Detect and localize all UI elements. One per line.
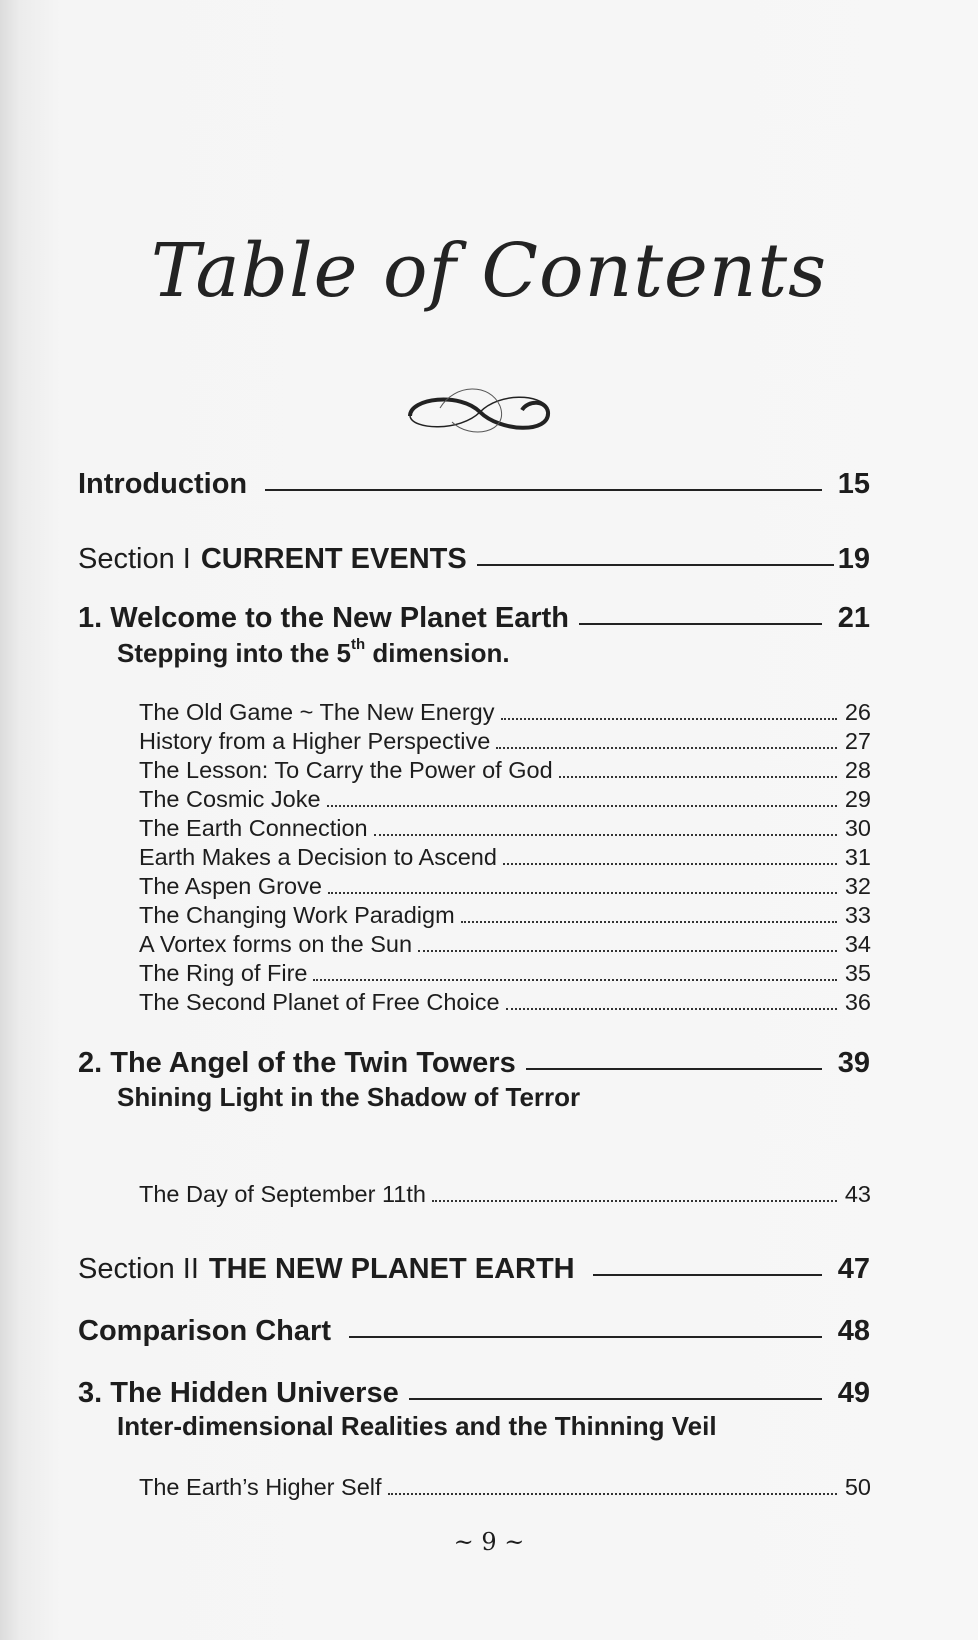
toc-item[interactable] xyxy=(139,814,871,843)
item-label: The Earth Connection xyxy=(139,815,368,841)
dot-leader xyxy=(432,1200,837,1202)
dot-leader xyxy=(461,921,837,923)
entry-label: Introduction xyxy=(78,468,248,500)
dot-leader xyxy=(496,747,837,749)
page-number: 19 xyxy=(837,543,870,575)
dot-leader xyxy=(503,863,837,865)
leader-rule xyxy=(526,1068,822,1070)
toc-item[interactable] xyxy=(139,1180,871,1209)
toc-entry-chapter-3[interactable] xyxy=(78,1377,870,1410)
page-number: 26 xyxy=(844,699,871,725)
toc-item[interactable] xyxy=(139,756,871,785)
toc-item[interactable] xyxy=(139,843,871,872)
superscript: th xyxy=(351,636,366,653)
item-label: The Day of September 11th xyxy=(139,1181,426,1207)
toc-entry-comparison-chart[interactable] xyxy=(78,1315,870,1348)
page-number: 49 xyxy=(837,1377,870,1409)
subtitle-text: Stepping into the 5 xyxy=(117,638,351,668)
toc-item[interactable] xyxy=(139,988,871,1017)
page-number: 32 xyxy=(844,873,871,899)
page-number: 21 xyxy=(837,602,870,634)
dot-leader xyxy=(328,892,837,894)
page-number: 36 xyxy=(844,989,871,1015)
page-number: 39 xyxy=(837,1047,870,1079)
page-number: 47 xyxy=(837,1253,870,1285)
page-number: 28 xyxy=(844,757,871,783)
item-label: The Second Planet of Free Choice xyxy=(139,989,500,1015)
item-label: The Old Game ~ The New Energy xyxy=(139,699,495,725)
chapter-2-items xyxy=(139,1180,871,1209)
page-number: 48 xyxy=(837,1315,870,1347)
item-label: The Earth’s Higher Self xyxy=(139,1474,382,1500)
toc-item[interactable] xyxy=(139,901,871,930)
chapter-2-subtitle: Shining Light in the Shadow of Terror xyxy=(117,1082,581,1112)
page-number: 43 xyxy=(844,1181,871,1207)
toc-item[interactable] xyxy=(139,785,871,814)
page-number: 50 xyxy=(844,1474,871,1500)
dot-leader xyxy=(313,979,837,981)
entry-label: Comparison Chart xyxy=(78,1315,331,1347)
toc-entry-chapter-1[interactable] xyxy=(78,602,870,635)
page-number: 31 xyxy=(844,844,871,870)
toc-entry-introduction[interactable] xyxy=(78,468,870,501)
chapter-3-subtitle: Inter-dimensional Realities and the Thinning Veil xyxy=(117,1411,717,1441)
page-title: Table of Contents xyxy=(150,228,828,314)
section-label: CURRENT EVENTS xyxy=(200,543,467,575)
toc-entry-section-1[interactable] xyxy=(78,543,870,576)
chapter-3-items xyxy=(139,1473,871,1502)
toc-entry-chapter-2[interactable] xyxy=(78,1047,870,1080)
item-label: The Aspen Grove xyxy=(139,873,322,899)
toc-item[interactable] xyxy=(139,872,871,901)
section-prefix: Section II xyxy=(78,1253,199,1285)
dot-leader xyxy=(559,776,837,778)
toc-entry-section-2[interactable] xyxy=(78,1253,870,1286)
item-label: The Cosmic Joke xyxy=(139,786,321,812)
toc-item[interactable] xyxy=(139,930,871,959)
section-label: THE NEW PLANET EARTH xyxy=(208,1253,575,1285)
entry-label: 1. Welcome to the New Planet Earth xyxy=(78,602,569,634)
item-label: The Changing Work Paradigm xyxy=(139,902,455,928)
dot-leader xyxy=(501,718,838,720)
page-number: 35 xyxy=(844,960,871,986)
chapter-1-items xyxy=(139,698,871,1017)
entry-label: 2. The Angel of the Twin Towers xyxy=(78,1047,516,1079)
item-label: The Ring of Fire xyxy=(139,960,308,986)
page-number: 34 xyxy=(844,931,871,957)
item-label: A Vortex forms on the Sun xyxy=(139,931,413,957)
toc-item[interactable] xyxy=(139,698,871,727)
subtitle-text: dimension. xyxy=(365,638,510,668)
chapter-1-subtitle xyxy=(117,638,510,669)
section-prefix: Section I xyxy=(78,543,191,575)
page-number: 33 xyxy=(844,902,871,928)
leader-rule xyxy=(265,489,822,491)
entry-label: 3. The Hidden Universe xyxy=(78,1377,399,1409)
flourish-ornament-icon xyxy=(400,378,560,448)
toc-item[interactable] xyxy=(139,727,871,756)
page-number: 29 xyxy=(844,786,871,812)
item-label: History from a Higher Perspective xyxy=(139,728,491,754)
leader-rule xyxy=(579,623,822,625)
dot-leader xyxy=(388,1493,837,1495)
item-label: Earth Makes a Decision to Ascend xyxy=(139,844,497,870)
page-number: 30 xyxy=(844,815,871,841)
page-number-footer: ~ 9 ~ xyxy=(453,1528,525,1556)
leader-rule xyxy=(593,1274,822,1276)
leader-rule xyxy=(477,564,834,566)
dot-leader xyxy=(506,1008,837,1010)
dot-leader xyxy=(418,950,837,952)
toc-item[interactable] xyxy=(139,959,871,988)
item-label: The Lesson: To Carry the Power of God xyxy=(139,757,553,783)
leader-rule xyxy=(409,1398,822,1400)
leader-rule xyxy=(349,1336,822,1338)
dot-leader xyxy=(327,805,837,807)
toc-item[interactable] xyxy=(139,1473,871,1502)
dot-leader xyxy=(374,834,837,836)
page-number: 27 xyxy=(844,728,871,754)
page-number: 15 xyxy=(837,468,870,500)
